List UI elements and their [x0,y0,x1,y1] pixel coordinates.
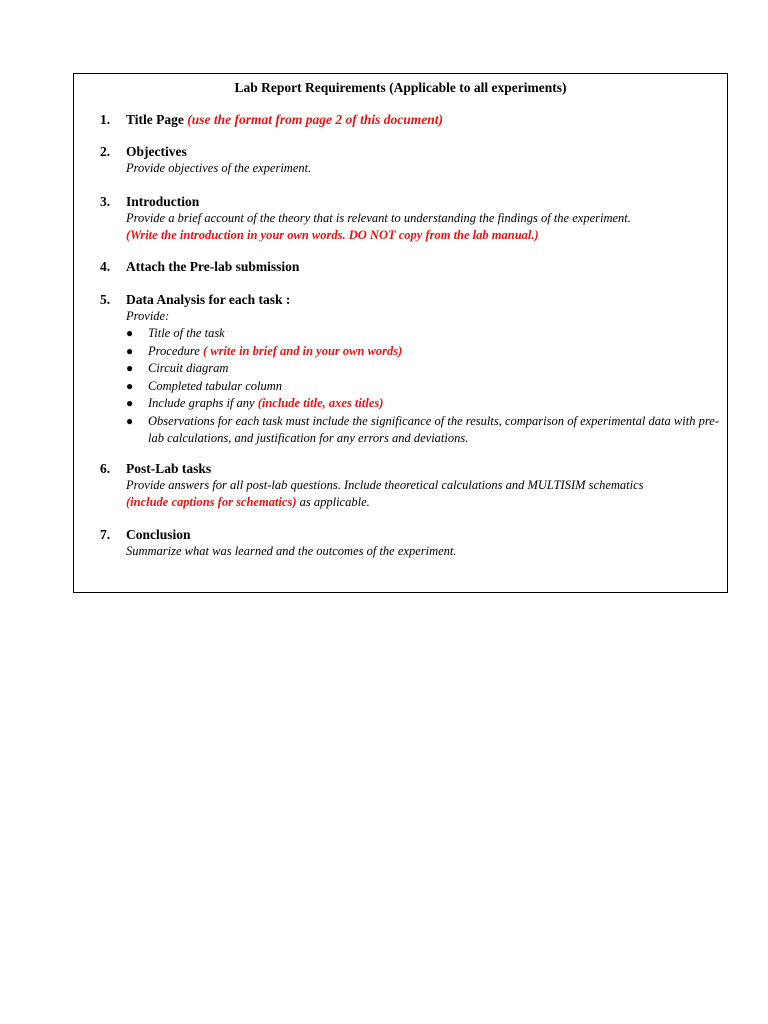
bullet-icon: ● [126,379,134,393]
section-number: 4. [100,259,111,274]
heading-note: (use the format from page 2 of this document) [187,112,443,127]
section-note: (Write the introduction in your own words. DO NOT copy from the lab manual.) [126,228,539,242]
section-number: 6. [100,461,111,476]
section-number: 2. [100,144,111,159]
bullet-item [148,395,719,412]
section-number: 7. [100,527,111,542]
bullet-item: Completed tabular column [148,379,283,393]
bullet-note: (include title, axes titles) [257,396,384,410]
section-number: 3. [100,194,111,209]
bullet-text: Include graphs if any [148,396,255,410]
section-intro: Provide: [126,309,170,323]
section-heading: Objectives [126,144,187,159]
bullet-icon: ● [126,396,134,410]
section-tail: as applicable. [299,495,370,509]
bullet-item [148,343,719,360]
section-body-line2 [126,494,719,511]
requirements-box [73,73,728,593]
bullet-icon: ● [126,361,134,375]
heading-text: Title Page [126,112,184,127]
section-heading: Introduction [126,194,200,209]
bullet-item: Circuit diagram [148,361,229,375]
section-body: Provide objectives of the experiment. [126,161,312,175]
section-heading: Attach the Pre-lab submission [126,259,300,274]
bullet-item: Observations for each task must include the significance of the results, comparison of experimental data with pre-lab calculations, and justification for any errors and deviations. [148,414,719,445]
section-heading: Post-Lab tasks [126,461,212,476]
section-number: 1. [100,112,111,127]
bullet-item: Title of the task [148,326,225,340]
section-heading [126,112,443,128]
section-body: Summarize what was learned and the outcomes of the experiment. [126,544,457,558]
section-heading: Data Analysis for each task : [126,292,291,307]
section-body: Provide answers for all post-lab questions. Include theoretical calculations and MULTISIM schematics [126,478,644,492]
bullet-icon: ● [126,326,134,340]
bullet-icon: ● [126,414,134,428]
bullet-text: Procedure [148,344,200,358]
bullet-note: ( write in brief and in your own words) [202,344,403,358]
section-note: (include captions for schematics) [126,495,297,509]
bullet-icon: ● [126,344,134,358]
document-title: Lab Report Requirements (Applicable to all experiments) [234,80,567,95]
section-body: Provide a brief account of the theory that is relevant to understanding the findings of the experiment. [126,211,631,225]
section-heading: Conclusion [126,527,191,542]
section-number: 5. [100,292,111,307]
